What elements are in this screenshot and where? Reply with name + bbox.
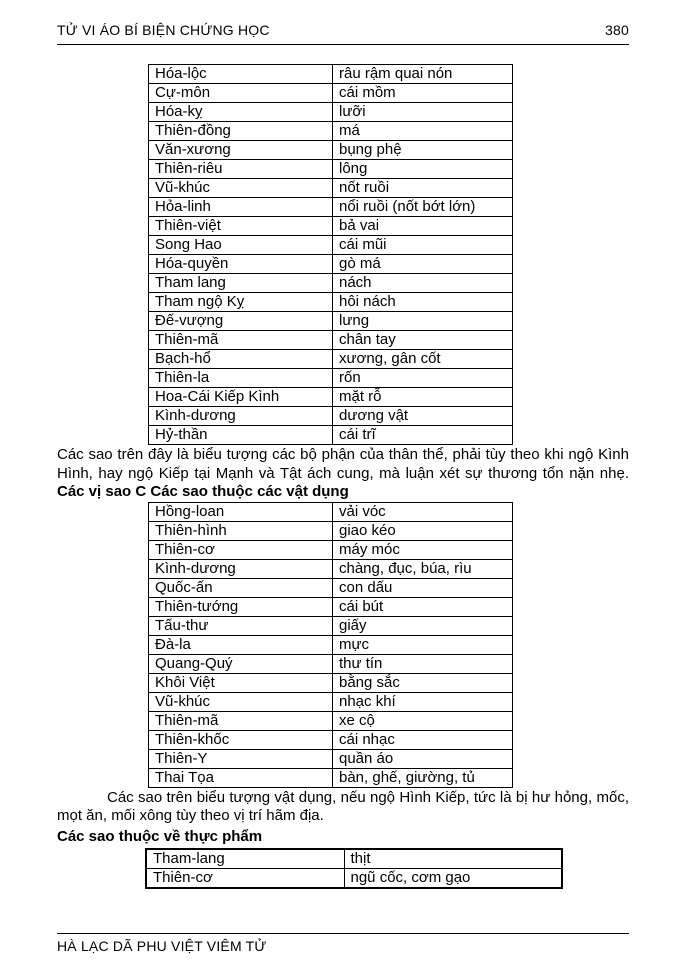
table-row — [149, 141, 513, 160]
star-name-cell: Thiên-mã — [149, 331, 333, 350]
star-name-cell: Đà-la — [149, 635, 333, 654]
table-row — [149, 407, 513, 426]
star-name-cell: Hỷ-thần — [149, 426, 333, 445]
meaning-cell: cái nhạc — [333, 730, 513, 749]
paragraph-body-parts — [57, 446, 629, 502]
meaning-cell: cái mồm — [333, 84, 513, 103]
objects-table — [148, 502, 513, 788]
meaning-cell: lưng — [333, 312, 513, 331]
table-row — [149, 673, 513, 692]
table-row — [149, 84, 513, 103]
table-row — [149, 616, 513, 635]
table-row — [149, 160, 513, 179]
meaning-cell: gò má — [333, 255, 513, 274]
table-row — [149, 65, 513, 84]
meaning-cell: vải vóc — [333, 502, 513, 521]
table-row — [146, 849, 562, 869]
table-row — [149, 578, 513, 597]
star-name-cell: Hoa-Cái Kiếp Kình — [149, 388, 333, 407]
meaning-cell: râu rậm quai nón — [333, 65, 513, 84]
star-name-cell: Thiên-mã — [149, 711, 333, 730]
star-name-cell: Văn-xương — [149, 141, 333, 160]
meaning-cell: bả vai — [333, 217, 513, 236]
table-row — [149, 692, 513, 711]
table-row — [149, 597, 513, 616]
table-row — [149, 312, 513, 331]
table-row — [149, 103, 513, 122]
table-row — [149, 749, 513, 768]
meaning-cell: nổi ruồi (nốt bớt lớn) — [333, 198, 513, 217]
star-name-cell: Thiên-đồng — [149, 122, 333, 141]
table-row — [149, 711, 513, 730]
star-name-cell: Thiên-việt — [149, 217, 333, 236]
meaning-cell: chàng, đục, búa, rìu — [333, 559, 513, 578]
table-row — [149, 654, 513, 673]
table-row — [149, 217, 513, 236]
meaning-cell: nách — [333, 274, 513, 293]
star-name-cell: Tham ngộ Kỵ — [149, 293, 333, 312]
footer-author: HÀ LẠC DÃ PHU VIỆT VIÊM TỬ — [57, 938, 267, 954]
star-name-cell: Tham-lang — [146, 849, 344, 869]
star-name-cell: Thiên-la — [149, 369, 333, 388]
paragraph-body-parts-text: Các sao trên đây là biểu tượng các bộ phận của thân thể, phải tùy theo khi ngộ Kình Hình, hay ngộ Kiếp tại Mạnh và Tật ách cung, mà luận xét sự thương tổn nặn nhẹ. — [57, 446, 629, 482]
meaning-cell: giấy — [333, 616, 513, 635]
star-name-cell: Quốc-ấn — [149, 578, 333, 597]
star-name-cell: Tham lang — [149, 274, 333, 293]
meaning-cell: lông — [333, 160, 513, 179]
star-name-cell: Kình-dương — [149, 407, 333, 426]
table-row — [149, 331, 513, 350]
table-row — [149, 540, 513, 559]
table-row — [149, 293, 513, 312]
meaning-cell: cái bút — [333, 597, 513, 616]
meaning-cell: mực — [333, 635, 513, 654]
food-table — [145, 848, 563, 889]
table-row — [149, 198, 513, 217]
meaning-cell: nốt ruồi — [333, 179, 513, 198]
table-row — [149, 635, 513, 654]
page-header — [57, 22, 629, 45]
food-section-heading: Các sao thuộc về thực phẩm — [57, 827, 263, 845]
meaning-cell: bàn, ghế, giường, tủ — [333, 768, 513, 787]
page-footer — [57, 933, 629, 954]
body-parts-table — [148, 64, 513, 445]
star-name-cell: Hỏa-linh — [149, 198, 333, 217]
meaning-cell: hôi nách — [333, 293, 513, 312]
meaning-cell: cái mũi — [333, 236, 513, 255]
star-name-cell: Thiên-cơ — [149, 540, 333, 559]
meaning-cell: dương vật — [333, 407, 513, 426]
star-name-cell: Vũ-khúc — [149, 692, 333, 711]
table-row — [149, 122, 513, 141]
star-name-cell: Kình-dương — [149, 559, 333, 578]
meaning-cell: lưỡi — [333, 103, 513, 122]
star-name-cell: Tấu-thư — [149, 616, 333, 635]
star-name-cell: Đế-vượng — [149, 312, 333, 331]
star-name-cell: Thiên-riêu — [149, 160, 333, 179]
star-name-cell: Cự-môn — [149, 84, 333, 103]
meaning-cell: cái trĩ — [333, 426, 513, 445]
star-name-cell: Thiên-khốc — [149, 730, 333, 749]
table-row — [149, 768, 513, 787]
star-name-cell: Hóa-lộc — [149, 65, 333, 84]
table-row — [149, 179, 513, 198]
objects-section-heading: Các vị sao C Các sao thuộc các vật dụng — [57, 483, 349, 501]
star-name-cell: Vũ-khúc — [149, 179, 333, 198]
meaning-cell: rốn — [333, 369, 513, 388]
star-name-cell: Thiên-tướng — [149, 597, 333, 616]
meaning-cell: ngũ cốc, cơm gạo — [344, 868, 562, 888]
table-row — [149, 502, 513, 521]
star-name-cell: Khôi Việt — [149, 673, 333, 692]
table-row — [149, 236, 513, 255]
meaning-cell: mặt rỗ — [333, 388, 513, 407]
paragraph-objects: Các sao trên biểu tượng vật dụng, nếu ngộ Hình Kiếp, tức là bị hư hỏng, mốc, mọt ăn, mối xông tùy theo vị trí hãm địa. — [57, 788, 629, 825]
star-name-cell: Thiên-cơ — [146, 868, 344, 888]
star-name-cell: Hồng-loan — [149, 502, 333, 521]
table-row — [149, 255, 513, 274]
meaning-cell: con dấu — [333, 578, 513, 597]
meaning-cell: chân tay — [333, 331, 513, 350]
meaning-cell: quần áo — [333, 749, 513, 768]
table-row — [149, 426, 513, 445]
meaning-cell: giao kéo — [333, 521, 513, 540]
star-name-cell: Bạch-hổ — [149, 350, 333, 369]
star-name-cell: Hóa-kỵ — [149, 103, 333, 122]
meaning-cell: bụng phệ — [333, 141, 513, 160]
meaning-cell: xe cộ — [333, 711, 513, 730]
meaning-cell: thịt — [344, 849, 562, 869]
star-name-cell: Quang-Quý — [149, 654, 333, 673]
star-name-cell: Hóa-quyền — [149, 255, 333, 274]
star-name-cell: Thiên-hình — [149, 521, 333, 540]
meaning-cell: máy móc — [333, 540, 513, 559]
page-number: 380 — [605, 22, 629, 38]
table-row — [149, 369, 513, 388]
meaning-cell: thư tín — [333, 654, 513, 673]
star-name-cell: Song Hao — [149, 236, 333, 255]
meaning-cell: bằng sắc — [333, 673, 513, 692]
table-row — [149, 350, 513, 369]
table-row — [149, 274, 513, 293]
table-row — [149, 559, 513, 578]
table-row — [149, 388, 513, 407]
star-name-cell: Thiên-Y — [149, 749, 333, 768]
table-row — [149, 730, 513, 749]
meaning-cell: xương, gân cốt — [333, 350, 513, 369]
meaning-cell: má — [333, 122, 513, 141]
star-name-cell: Thai Tọa — [149, 768, 333, 787]
meaning-cell: nhạc khí — [333, 692, 513, 711]
table-row — [146, 868, 562, 888]
table-row — [149, 521, 513, 540]
book-title: TỬ VI ÁO BÍ BIỆN CHỨNG HỌC — [57, 22, 270, 38]
